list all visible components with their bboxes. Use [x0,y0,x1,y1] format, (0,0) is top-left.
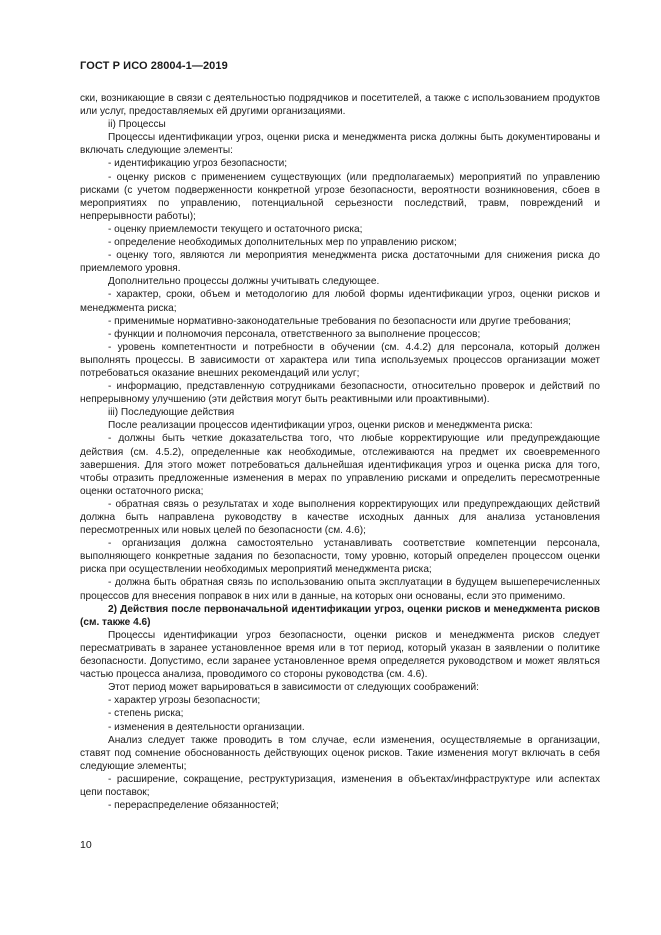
paragraph: Процессы идентификации угроз безопасности, оценки рисков и менеджмента рисков следует пересматривать в заранее установленное время или в тот период, который указан в заявлении о политике безопасности. Допустимо, если заранее установленное время определяется руководством и может являться частью процесса анализа, проводимого со стороны руководства (см. 4.6). [80,629,600,681]
list-item: - перераспределение обязанностей; [108,800,279,812]
list-item: - определение необходимых дополнительных мер по управлению риском; [108,237,457,249]
list-item: - оценку рисков с применением существующих (или предполагаемых) мероприятий по управлению рисками (с учетом подверженности конкретной угрозе безопасности, вероятности возникновения, сбоев в мероприятиях по управлению, потенциальной серьезности последствий, травм, повреждений и непрерывности работы); [80,171,600,222]
list-item: - степень риска; [108,708,184,720]
list-item: - должна быть обратная связь по использованию опыта эксплуатации в будущем вышеперечисленных процессов для внесения поправок в них или в данные, на которых они основаны, если это применимо. [80,577,600,602]
paragraph: После реализации процессов идентификации угроз, оценки рисков и менеджмента риска: [108,420,533,432]
paragraph: Этот период может варьироваться в зависимости от следующих соображений: [108,682,479,694]
list-item: - организация должна самостоятельно устанавливать соответствие компетенции персонала, выполняющего конкретные задания по безопасности, тому уровню, который определен процессом оценки риска при осуществлении необходимых мероприятий менеджмента риска; [80,538,600,576]
paragraph: Процессы идентификации угроз, оценки риска и менеджмента риска должны быть документированы и включать следующие элементы: [80,132,600,157]
list-item: - информацию, представленную сотрудниками безопасности, относительно проверок и действий по непрерывному улучшению (эти действия могут быть реактивными или проактивными). [80,381,600,406]
list-item: - расширение, сокращение, реструктуризация, изменения в объектах/инфраструктуре или аспектах цепи поставок; [80,773,600,798]
paragraph: Дополнительно процессы должны учитывать следующее. [108,276,380,288]
paragraph: ски, возникающие в связи с деятельностью подрядчиков и посетителей, а также с использованием продуктов или услуг, предоставляемых ей другими организациями. [80,93,600,118]
standard-header: ГОСТ Р ИСО 28004-1—2019 [80,60,228,72]
page-number: 10 [80,839,92,851]
section-heading: iii) Последующие действия [108,407,235,419]
list-item: - оценку того, являются ли мероприятия менеджмента риска достаточными для снижения риска до приемлемого уровня. [80,250,600,275]
list-item: - функции и полномочия персонала, ответственного за выполнение процессов; [108,328,481,340]
paragraph: Анализ следует также проводить в том случае, если изменения, осуществляемые в организации, ставят под сомнение обоснованность действующих оценок рисков. Такие изменения могут включать в себя следующие элементы; [80,734,600,772]
bold-heading: 2) Действия после первоначальной идентификации угроз, оценки рисков и менеджмента рисков (см. также 4.6) [80,603,600,628]
list-item: - идентификацию угроз безопасности; [108,158,288,170]
document-body [80,92,600,812]
list-item: - применимые нормативно-законодательные требования по безопасности или другие требования; [108,315,571,327]
list-item: - характер угрозы безопасности; [108,695,261,707]
section-heading: ii) Процессы [108,119,166,131]
list-item: - характер, сроки, объем и методологию для любой формы идентификации угроз, оценки рисков и менеджмента риска; [80,289,600,314]
list-item: - уровень компетентности и потребности в обучении (см. 4.4.2) для персонала, который должен выполнять процессы. В зависимости от характера или типа используемых процессов организации может потребоваться оказание внешних рекомендаций или услуг; [80,341,600,379]
list-item: - изменения в деятельности организации. [108,721,305,733]
list-item: - оценку приемлемости текущего и остаточного риска; [108,223,363,235]
list-item: - должны быть четкие доказательства того, что любые корректирующие или предупреждающие действия (см. 4.5.2), определенные как необходимые, отслеживаются на предмет их своевременного завершения. Для этого может потребоваться дальнейшая идентификация угроз и оценка риска для того, чтобы отразить предложенные изменения в мерах по управлению рисками и определить пересмотренные оценки остаточного риска; [80,433,600,497]
list-item: - обратная связь о результатах и ходе выполнения корректирующих или предупреждающих действий должна быть направлена руководству в качестве исходных данных для анализа установления пересмотренных или новых целей по безопасности (см. 4.6); [80,498,600,537]
